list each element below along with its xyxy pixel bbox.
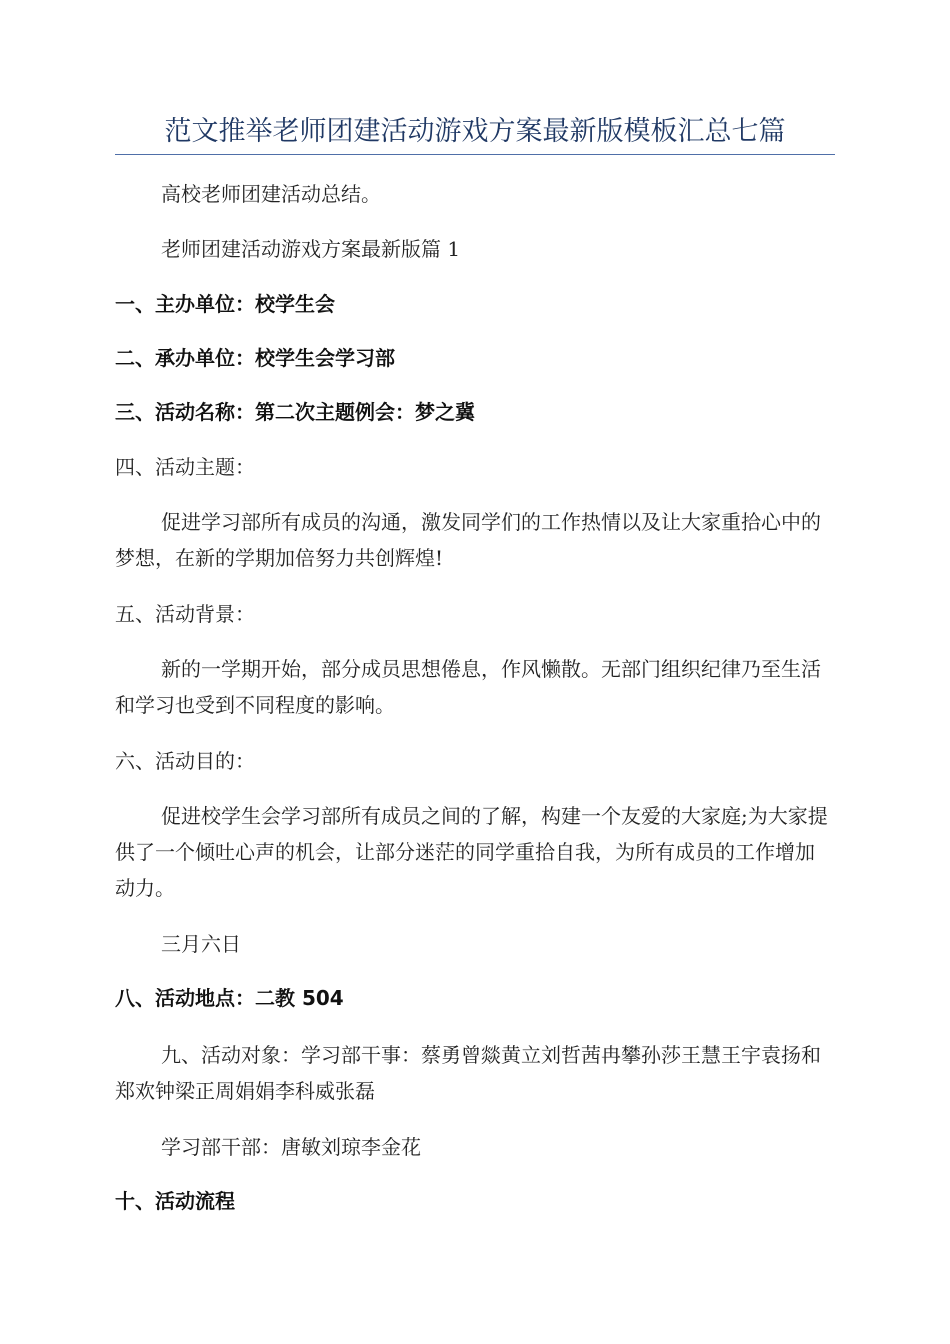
heading-organizer: 一、主办单位：校学生会 bbox=[115, 292, 335, 316]
paragraph-background: 新的一学期开始，部分成员思想倦息，作风懒散。无部门组织纪律乃至生活和学习也受到不同程度的影响。 bbox=[115, 657, 821, 717]
paragraph-participants: 九、活动对象：学习部干事：蔡勇曾燚黄立刘哲茜冉攀孙莎王慧王宇袁扬和郑欢钟梁正周娟娟李科威张磊 bbox=[115, 1043, 821, 1103]
paragraph-summary: 高校老师团建活动总结。 bbox=[161, 182, 381, 206]
paragraph-theme: 促进学习部所有成员的沟通，激发同学们的工作热情以及让大家重拾心中的梦想，在新的学期加倍努力共创辉煌! bbox=[115, 510, 821, 570]
paragraph-section-heading: 老师团建活动游戏方案最新版篇 1 bbox=[161, 237, 461, 261]
heading-activity-name: 三、活动名称：第二次主题例会：梦之冀 bbox=[115, 400, 475, 424]
paragraph-date: 三月六日 bbox=[161, 932, 241, 956]
heading-background: 五、活动背景： bbox=[115, 602, 255, 626]
heading-purpose: 六、活动目的： bbox=[115, 749, 255, 773]
paragraph-cadres: 学习部干部：唐敏刘琼李金花 bbox=[161, 1135, 421, 1159]
document-title: 范文推举老师团建活动游戏方案最新版模板汇总七篇 bbox=[115, 112, 835, 155]
heading-undertaker: 二、承办单位：校学生会学习部 bbox=[115, 346, 395, 370]
paragraph-purpose: 促进校学生会学习部所有成员之间的了解，构建一个友爱的大家庭;为大家提供了一个倾吐心声的机会，让部分迷茫的同学重拾自我，为所有成员的工作增加动力。 bbox=[115, 804, 828, 900]
heading-location: 八、活动地点：二教 504 bbox=[115, 986, 344, 1010]
heading-process: 十、活动流程 bbox=[115, 1189, 235, 1213]
heading-theme: 四、活动主题： bbox=[115, 455, 255, 479]
